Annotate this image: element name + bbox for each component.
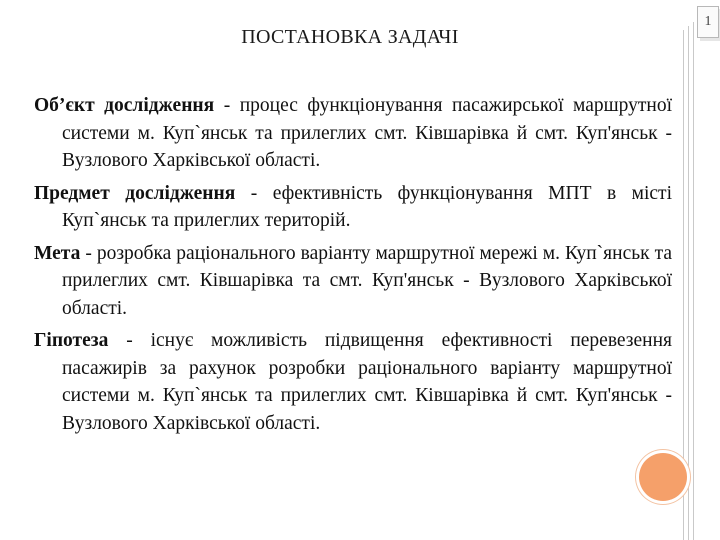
paragraph-term: Мета: [34, 242, 81, 264]
decorative-circle: [639, 453, 687, 501]
paragraph-text: - процес функціонування пасажирської маршрутної системи м. Куп`янськ та прилеглих смт. Ківшарівка й смт. Куп'янськ - Вузлового Харківської області.: [62, 95, 672, 171]
paragraph-term: Об’єкт дослідження: [34, 95, 215, 116]
hypothesis-paragraph: [34, 327, 672, 437]
slide-body: [34, 92, 672, 442]
paragraph-term: Гіпотеза: [34, 330, 109, 351]
frame-line: [688, 26, 689, 540]
slide-title: ПОСТАНОВКА ЗАДАЧІ: [241, 26, 459, 48]
paragraph-text: - розробка раціонального варіанту маршрутної мережі м. Куп`янськ та прилеглих смт. Ківшарівка та смт. Куп'янськ - Вузлового Харківської області.: [62, 242, 672, 319]
frame-line: [693, 22, 694, 540]
paragraph-text: - існує можливість підвищення ефективності перевезення пасажирів за рахунок розробки раціонального варіанту маршрутної системи м. Куп`янськ та прилеглих смт. Ківшарівка й смт. Куп'янськ - Вузлового Харківської області.: [62, 330, 672, 434]
subject-paragraph: [34, 180, 672, 235]
paragraph-term: Предмет дослідження: [34, 182, 236, 204]
goal-paragraph: [34, 240, 672, 323]
object-paragraph: [34, 92, 672, 175]
slide-number: 1: [704, 14, 712, 29]
paragraph-text: - ефективність функціонування МПТ в місті Куп`янськ та прилеглих територій.: [62, 182, 673, 231]
slide-number-box: [697, 6, 719, 38]
